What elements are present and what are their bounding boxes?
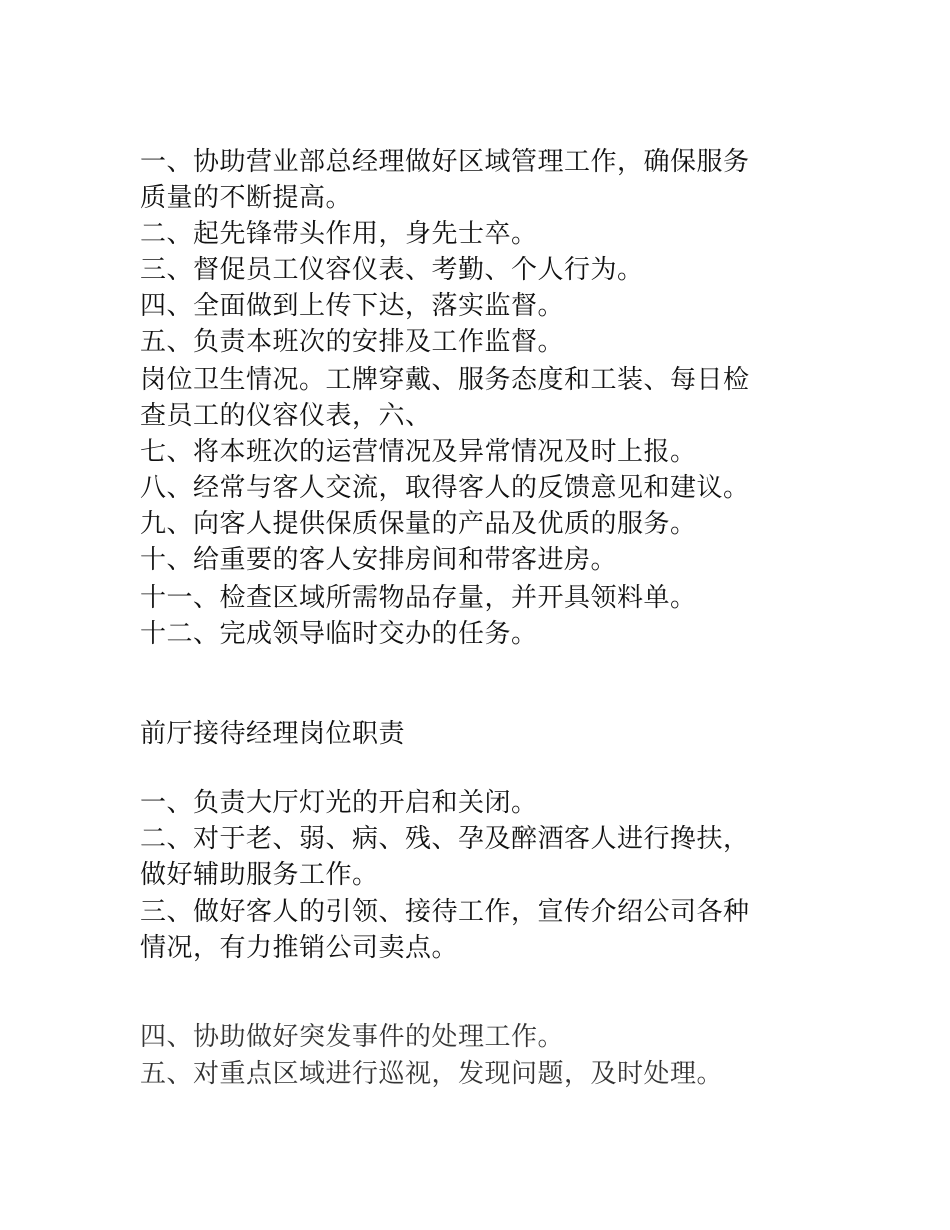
text-line: 十二、完成领导临时交办的任务。 — [140, 619, 538, 649]
text-line: 十、给重要的客人安排房间和带客进房。 — [140, 545, 618, 575]
text-line: 情况，有力推销公司卖点。 — [140, 933, 459, 963]
section-title: 前厅接待经理岗位职责 — [140, 719, 406, 749]
text-line: 四、全面做到上传下达，落实监督。 — [140, 291, 565, 321]
text-line: 五、负责本班次的安排及工作监督。 — [140, 327, 565, 357]
text-line: 二、对于老、弱、病、残、孕及醉酒客人进行搀扶， — [140, 824, 750, 854]
text-line: 二、起先锋带头作用，身先士卒。 — [140, 219, 538, 249]
text-line: 查员工的仪容仪表，六、 — [140, 401, 432, 431]
text-line: 一、负责大厅灯光的开启和关闭。 — [140, 788, 538, 818]
text-line: 十一、检查区域所需物品存量，并开具领料单。 — [140, 583, 697, 613]
text-line: 四、协助做好突发事件的处理工作。 — [140, 1022, 565, 1052]
text-line: 质量的不断提高。 — [140, 183, 353, 213]
text-line: 一、协助营业部总经理做好区域管理工作，确保服务 — [140, 147, 750, 177]
text-line: 岗位卫生情况。工牌穿戴、服务态度和工装、每日检 — [140, 365, 750, 395]
text-line: 做好辅助服务工作。 — [140, 860, 379, 890]
text-line: 九、向客人提供保质保量的产品及优质的服务。 — [140, 509, 697, 539]
text-line: 三、做好客人的引领、接待工作，宣传介绍公司各种 — [140, 897, 750, 927]
text-line: 五、对重点区域进行巡视，发现问题，及时处理。 — [140, 1059, 724, 1089]
text-line: 八、经常与客人交流，取得客人的反馈意见和建议。 — [140, 473, 750, 503]
text-line: 三、督促员工仪容仪表、考勤、个人行为。 — [140, 255, 644, 285]
text-line: 七、将本班次的运营情况及异常情况及时上报。 — [140, 437, 697, 467]
